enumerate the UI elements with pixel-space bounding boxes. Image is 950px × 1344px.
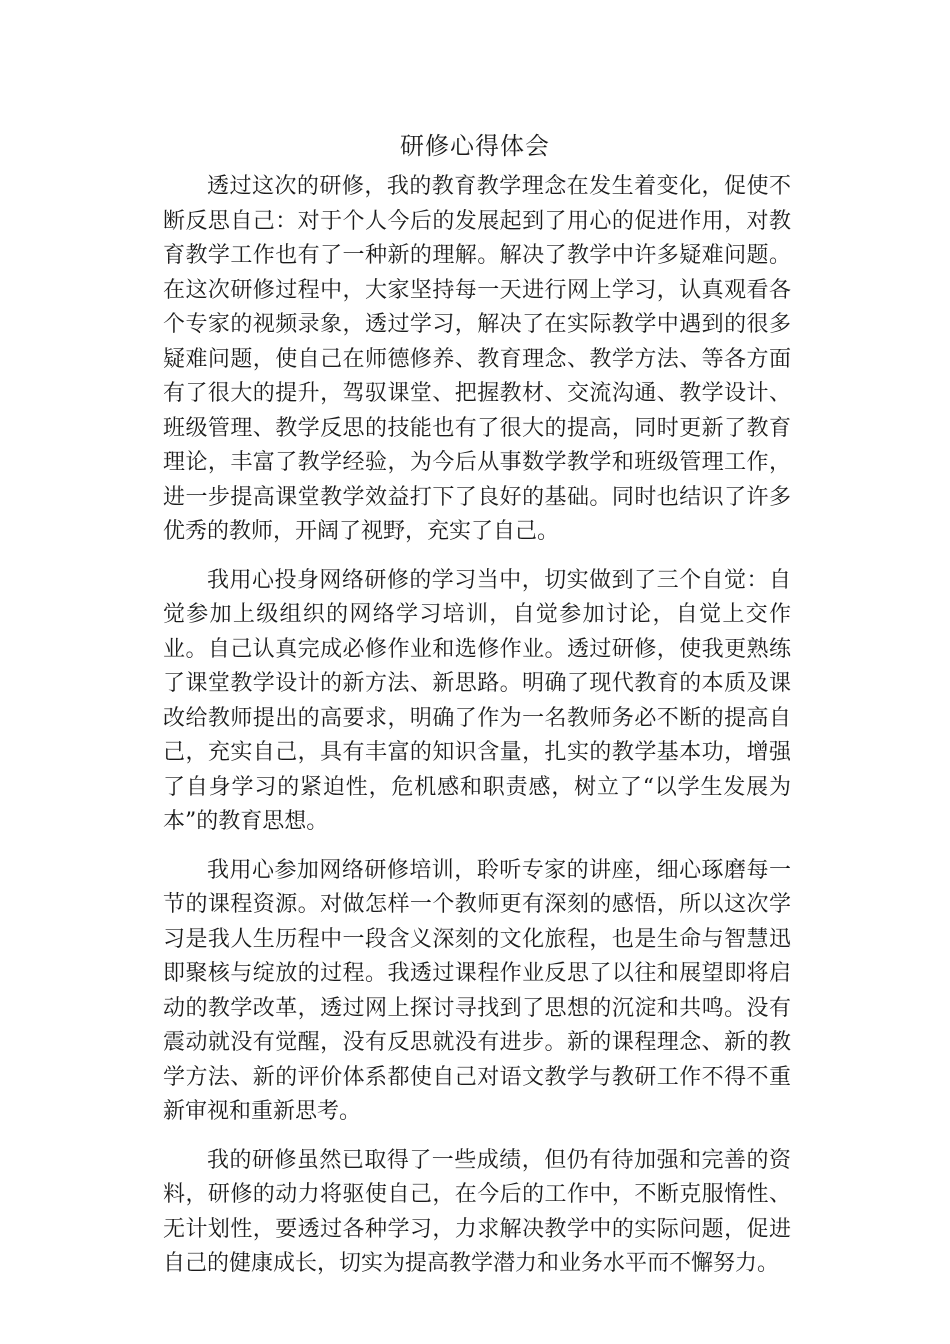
paragraph-3: 我用心参加网络研修培训，聆听专家的讲座，细心琢磨每一节的课程资源。对做怎样一个教师更有深刻的感悟，所以这次学习是我人生历程中一段含义深刻的文化旅程，也是生命与智慧迅即聚核与绽放的过程。我透过课程作业反思了以往和展望即将启动的教学改革，透过网上探讨寻找到了思想的沉淀和共鸣。没有震动就没有觉醒，没有反思就没有进步。新的课程理念、新的教学方法、新的评价体系都使自己对语文教学与教研工作不得不重新审视和重新思考。 xyxy=(163,857,791,1124)
document-title: 研修心得体会 xyxy=(400,132,550,160)
paragraph-4: 我的研修虽然已取得了一些成绩，但仍有待加强和完善的资料，研修的动力将驱使自己，在今后的工作中，不断克服惰性、无计划性，要透过各种学习，力求解决教学中的实际问题，促进自己的健康成长，切实为提高教学潜力和业务水平而不懈努力。 xyxy=(163,1147,791,1276)
paragraph-1: 透过这次的研修，我的教育教学理念在发生着变化，促使不断反思自己：对于个人今后的发展起到了用心的促进作用，对教育教学工作也有了一种新的理解。解决了教学中许多疑难问题。在这次研修过程中，大家坚持每一天进行网上学习，认真观看各个专家的视频录象，透过学习，解决了在实际教学中遇到的很多疑难问题，使自己在师德修养、教育理念、教学方法、等各方面有了很大的提升，驾驭课堂、把握教材、交流沟通、教学设计、班级管理、教学反思的技能也有了很大的提高，同时更新了教育理论，丰富了教学经验，为今后从事数学教学和班级管理工作，进一步提高课堂教学效益打下了良好的基础。同时也结识了许多优秀的教师，开阔了视野，充实了自己。 xyxy=(163,174,791,544)
paragraph-2: 我用心投身网络研修的学习当中，切实做到了三个自觉：自觉参加上级组织的网络学习培训，自觉参加讨论，自觉上交作业。自己认真完成必修作业和选修作业。透过研修，使我更熟练了课堂教学设计的新方法、新思路。明确了现代教育的本质及课改给教师提出的高要求，明确了作为一名教师务必不断的提高自己，充实自己，具有丰富的知识含量，扎实的教学基本功，增强了自身学习的紧迫性，危机感和职责感，树立了“以学生发展为本”的教育思想。 xyxy=(163,567,791,834)
document-body xyxy=(163,170,791,1296)
